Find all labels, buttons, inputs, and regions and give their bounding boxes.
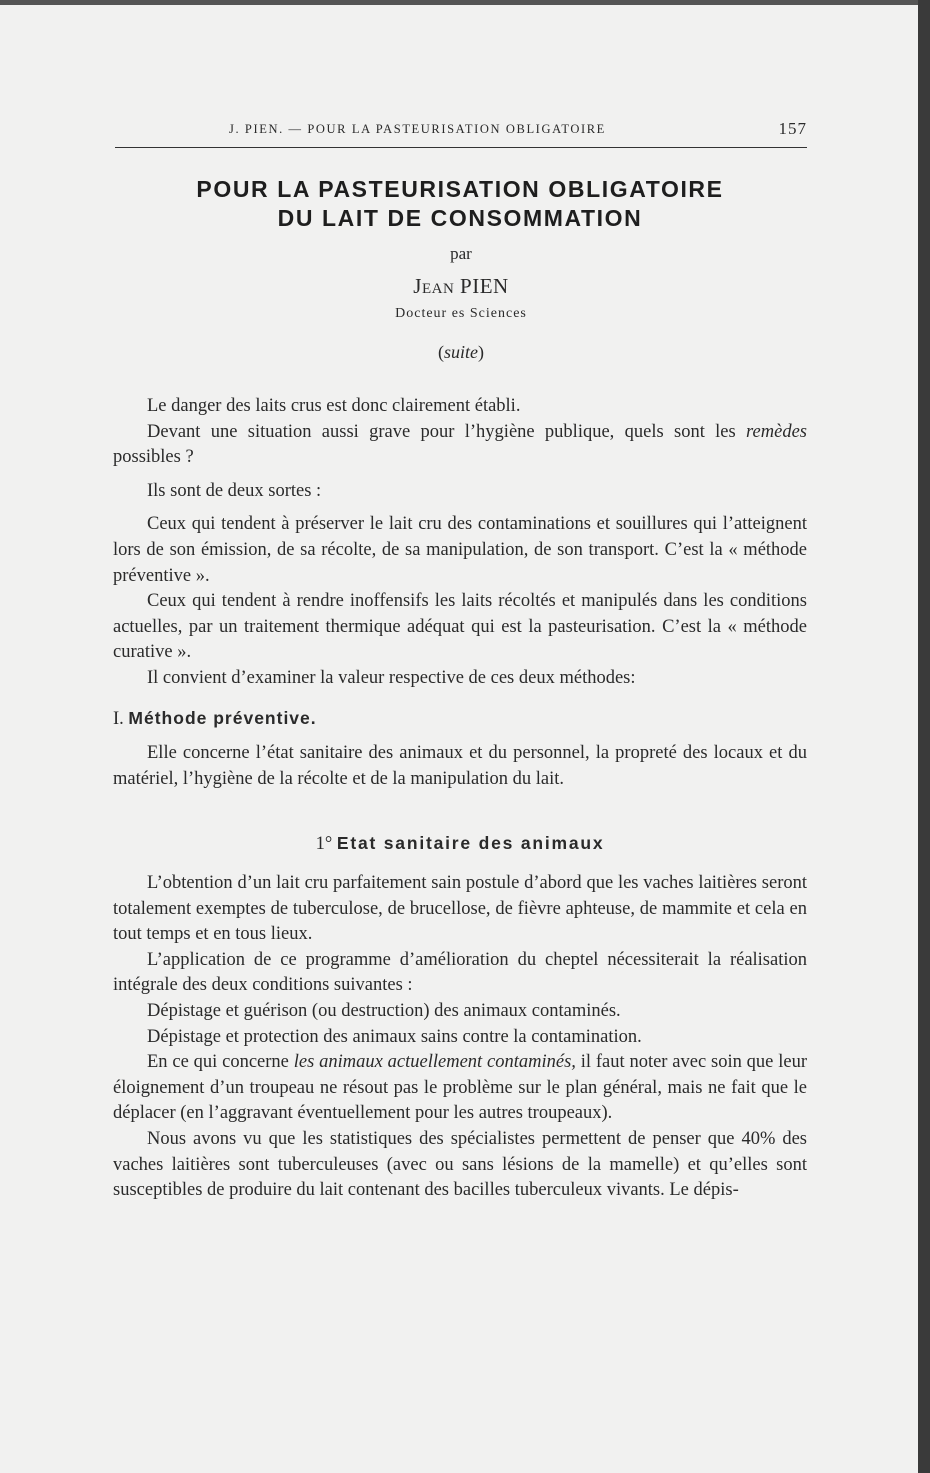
continued-label: suite xyxy=(444,342,478,362)
article-title-line-2: DU LAIT DE CONSOMMATION xyxy=(277,205,643,231)
subsection-title: Etat sanitaire des animaux xyxy=(336,833,605,853)
paragraph: Dépistage et guérison (ou destruction) des animaux contaminés. xyxy=(147,1000,621,1021)
running-head xyxy=(115,117,807,148)
section-heading xyxy=(113,708,807,730)
running-head-title: J. PIEN. — POUR LA PASTEURISATION OBLIGATOIRE xyxy=(229,122,606,136)
article-title-line-1: POUR LA PASTEURISATION OBLIGATOIRE xyxy=(196,176,724,202)
paragraph: Nous avons vu que les statistiques des spécialistes permettent de penser que 40% des vaches laitières sont tuberculeuses (avec ou sans lésions de la mamelle) et qu’elles sont susceptibles de produire du lait contenant des bacilles tuberculeux vivants. Le dépis- xyxy=(113,1128,807,1201)
subsection-heading xyxy=(113,833,807,855)
paragraph: Devant une situation aussi grave pour l’hygiène publique, quels sont les remèdes possibles ? xyxy=(113,421,807,468)
subsection-number: 1° xyxy=(315,834,333,854)
subsection-text xyxy=(113,871,807,1204)
section-number: I. xyxy=(113,709,124,729)
paragraph: Elle concerne l’état sanitaire des animaux et du personnel, la propreté des locaux et du matériel, l’hygiène de la récolte et de la manipulation du lait. xyxy=(113,743,807,789)
paragraph: En ce qui concerne les animaux actuellement contaminés, il faut noter avec soin que leur éloignement d’un troupeau ne résout pas le problème sur le plan général, mais ne fait que le déplacer (en l’aggravant éventuellement pour les autres troupeaux). xyxy=(113,1052,807,1124)
paragraph: L’application de ce programme d’amélioration du cheptel nécessiterait la réalisation intégrale des deux conditions suivantes : xyxy=(113,949,807,996)
paragraph: Ils sont de deux sortes : xyxy=(147,480,322,501)
paragraph: Ceux qui tendent à rendre inoffensifs les laits récoltés et manipulés dans les conditions actuelles, par un traitement thermique adéquat qui est la pasteurisation. C’est la « méthode curative ». xyxy=(113,591,807,663)
author-name xyxy=(115,274,807,299)
emphasis: les animaux actuellement contaminés, xyxy=(293,1052,576,1073)
emphasis: remèdes xyxy=(746,421,807,442)
byline-par: par xyxy=(450,244,472,263)
paragraph: Dépistage et protection des animaux sains contre la contamination. xyxy=(147,1026,642,1047)
paragraph: Le danger des laits crus est donc clairement établi. xyxy=(147,396,521,416)
paragraph: Il convient d’examiner la valeur respective de ces deux méthodes: xyxy=(147,667,636,688)
section-text xyxy=(113,741,807,792)
scan-top-border xyxy=(0,0,918,5)
paragraph: Ceux qui tendent à préserver le lait cru des contaminations et souillures qui l’atteignent lors de son émission, de sa récolte, de sa manipulation, de son transport. C’est la « méthode préventive ». xyxy=(113,514,807,586)
author-first-name: Jean xyxy=(413,274,455,298)
continued-note: (suite) xyxy=(438,342,484,362)
page-number: 157 xyxy=(778,119,807,138)
author-last-name: PIEN xyxy=(460,274,509,298)
intro-text xyxy=(113,394,807,692)
scan-right-border xyxy=(918,0,930,1473)
author-affiliation: Docteur es Sciences xyxy=(395,306,527,321)
section-title: Méthode préventive. xyxy=(128,708,317,728)
paragraph: L’obtention d’un lait cru parfaitement sain postule d’abord que les vaches laitières seront totalement exemptes de tuberculose, de brucellose, de fièvre aphteuse, de mammite et cela en tout temps et en tous lieux. xyxy=(113,873,807,945)
